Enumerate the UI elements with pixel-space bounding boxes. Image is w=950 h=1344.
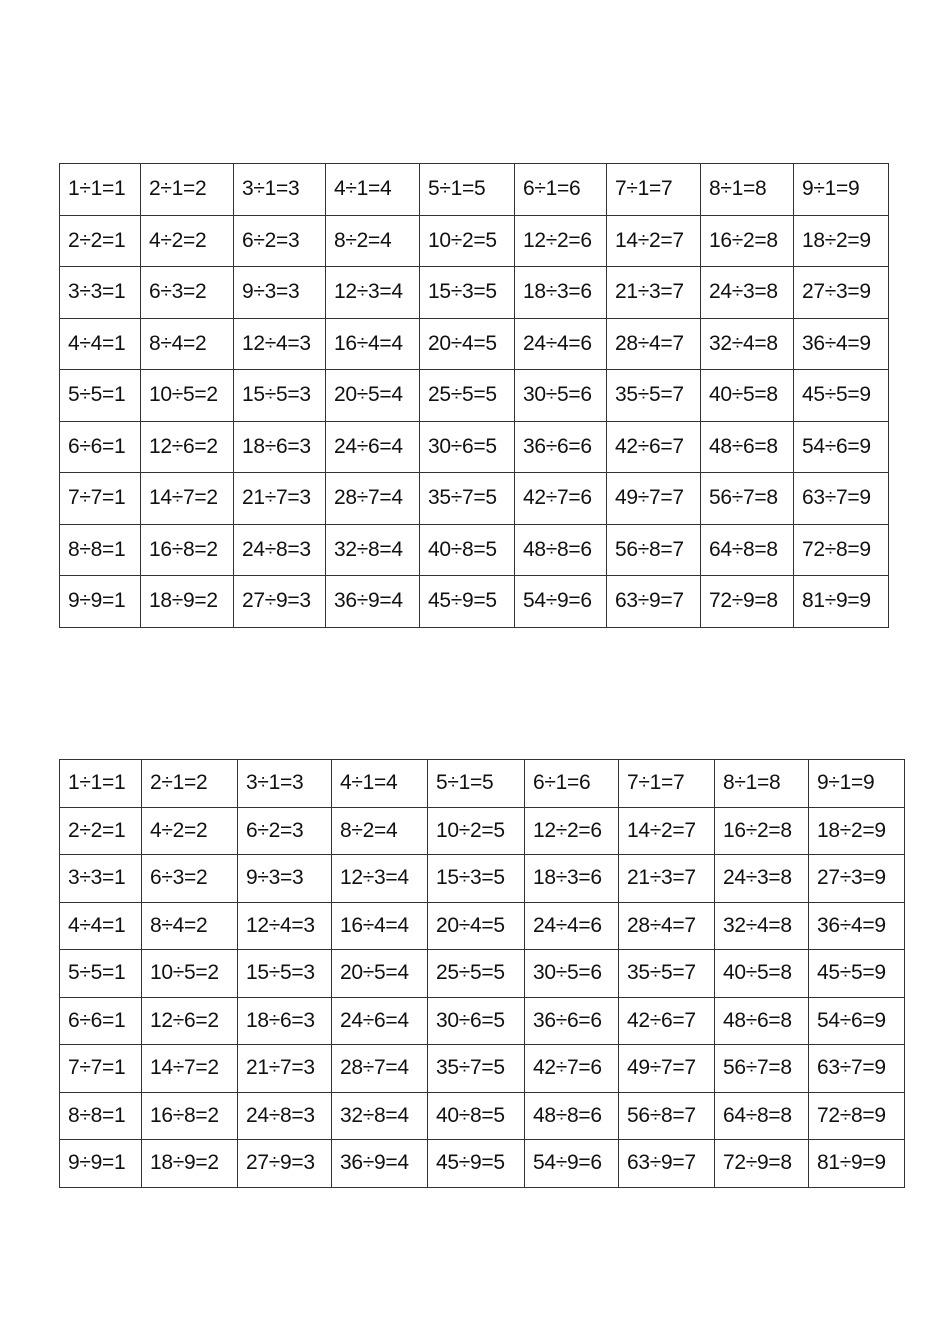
division-fact-cell: 15÷5=3 [234,370,326,422]
division-fact-cell: 64÷8=8 [715,1092,809,1140]
division-fact-cell: 56÷8=7 [619,1092,715,1140]
division-fact-cell: 12÷6=2 [142,997,238,1045]
division-fact-cell: 48÷6=8 [701,421,794,473]
division-fact-cell: 4÷1=4 [332,760,428,808]
division-fact-cell: 36÷9=4 [332,1140,428,1188]
table-row [60,473,889,525]
division-fact-cell: 12÷3=4 [326,267,420,319]
division-fact-cell: 4÷4=1 [60,902,142,950]
table-row [60,760,905,808]
division-fact-cell: 16÷8=2 [141,524,234,576]
division-fact-cell: 14÷2=7 [619,807,715,855]
division-fact-cell: 28÷7=4 [332,1045,428,1093]
division-fact-cell: 25÷5=5 [420,370,515,422]
division-fact-cell: 28÷4=7 [619,902,715,950]
division-fact-cell: 3÷1=3 [234,164,326,216]
division-fact-cell: 14÷2=7 [607,215,701,267]
division-fact-cell: 40÷5=8 [715,950,809,998]
division-fact-cell: 9÷9=1 [60,1140,142,1188]
division-fact-cell: 20÷5=4 [332,950,428,998]
division-fact-cell: 8÷4=2 [142,902,238,950]
division-fact-cell: 15÷3=5 [420,267,515,319]
table-row [60,576,889,628]
division-fact-cell: 3÷1=3 [238,760,332,808]
division-fact-cell: 49÷7=7 [607,473,701,525]
division-fact-cell: 2÷2=1 [60,215,141,267]
division-fact-cell: 12÷3=4 [332,855,428,903]
division-fact-cell: 9÷1=9 [794,164,889,216]
division-fact-cell: 40÷5=8 [701,370,794,422]
table-row [60,1092,905,1140]
division-fact-cell: 45÷5=9 [809,950,905,998]
division-fact-cell: 12÷4=3 [234,318,326,370]
division-fact-cell: 49÷7=7 [619,1045,715,1093]
division-fact-cell: 36÷9=4 [326,576,420,628]
division-fact-cell: 5÷5=1 [60,950,142,998]
division-fact-cell: 3÷3=1 [60,267,141,319]
division-fact-cell: 8÷2=4 [332,807,428,855]
division-fact-cell: 21÷7=3 [238,1045,332,1093]
division-fact-cell: 10÷2=5 [420,215,515,267]
division-fact-cell: 42÷7=6 [525,1045,619,1093]
division-fact-cell: 4÷1=4 [326,164,420,216]
division-fact-cell: 9÷3=3 [238,855,332,903]
division-fact-cell: 8÷1=8 [701,164,794,216]
division-fact-cell: 24÷3=8 [701,267,794,319]
division-fact-cell: 9÷3=3 [234,267,326,319]
division-fact-cell: 12÷2=6 [525,807,619,855]
division-fact-cell: 35÷7=5 [420,473,515,525]
division-fact-cell: 42÷6=7 [607,421,701,473]
division-fact-cell: 4÷2=2 [142,807,238,855]
division-fact-cell: 6÷3=2 [141,267,234,319]
division-fact-cell: 12÷4=3 [238,902,332,950]
division-fact-cell: 63÷7=9 [809,1045,905,1093]
table-row [60,855,905,903]
table-row [60,215,889,267]
division-fact-cell: 48÷8=6 [515,524,607,576]
division-fact-cell: 30÷6=5 [428,997,525,1045]
division-fact-cell: 21÷3=7 [619,855,715,903]
division-fact-cell: 18÷6=3 [234,421,326,473]
division-fact-cell: 5÷1=5 [428,760,525,808]
division-fact-cell: 18÷9=2 [142,1140,238,1188]
division-fact-cell: 36÷4=9 [809,902,905,950]
division-fact-cell: 45÷9=5 [428,1140,525,1188]
division-fact-cell: 6÷6=1 [60,421,141,473]
division-fact-cell: 72÷8=9 [794,524,889,576]
division-fact-cell: 24÷8=3 [234,524,326,576]
division-fact-cell: 6÷6=1 [60,997,142,1045]
division-fact-cell: 20÷5=4 [326,370,420,422]
division-fact-cell: 72÷9=8 [701,576,794,628]
division-fact-cell: 32÷8=4 [326,524,420,576]
division-fact-cell: 2÷1=2 [142,760,238,808]
division-fact-cell: 18÷9=2 [141,576,234,628]
division-fact-cell: 16÷2=8 [715,807,809,855]
division-fact-cell: 64÷8=8 [701,524,794,576]
division-fact-cell: 12÷2=6 [515,215,607,267]
division-fact-cell: 16÷8=2 [142,1092,238,1140]
division-fact-cell: 72÷8=9 [809,1092,905,1140]
division-fact-cell: 18÷2=9 [794,215,889,267]
division-fact-cell: 28÷4=7 [607,318,701,370]
division-fact-cell: 36÷6=6 [515,421,607,473]
division-fact-cell: 40÷8=5 [420,524,515,576]
division-fact-cell: 4÷2=2 [141,215,234,267]
table-row [60,902,905,950]
division-fact-cell: 24÷6=4 [326,421,420,473]
division-fact-cell: 18÷2=9 [809,807,905,855]
division-fact-cell: 56÷7=8 [701,473,794,525]
division-fact-cell: 56÷8=7 [607,524,701,576]
division-fact-cell: 25÷5=5 [428,950,525,998]
table-row [60,524,889,576]
division-fact-cell: 15÷5=3 [238,950,332,998]
division-fact-cell: 21÷7=3 [234,473,326,525]
division-fact-cell: 35÷7=5 [428,1045,525,1093]
division-fact-cell: 30÷6=5 [420,421,515,473]
division-fact-cell: 40÷8=5 [428,1092,525,1140]
division-fact-cell: 9÷9=1 [60,576,141,628]
division-fact-cell: 36÷4=9 [794,318,889,370]
division-fact-cell: 32÷8=4 [332,1092,428,1140]
division-fact-cell: 14÷7=2 [141,473,234,525]
division-fact-cell: 81÷9=9 [794,576,889,628]
division-fact-cell: 6÷3=2 [142,855,238,903]
division-fact-cell: 8÷2=4 [326,215,420,267]
division-fact-cell: 32÷4=8 [701,318,794,370]
division-fact-cell: 7÷1=7 [619,760,715,808]
division-fact-cell: 6÷1=6 [525,760,619,808]
division-fact-cell: 24÷8=3 [238,1092,332,1140]
division-fact-cell: 7÷1=7 [607,164,701,216]
division-fact-cell: 3÷3=1 [60,855,142,903]
table-row [60,164,889,216]
division-fact-cell: 1÷1=1 [60,760,142,808]
division-fact-cell: 35÷5=7 [607,370,701,422]
division-fact-cell: 10÷5=2 [141,370,234,422]
division-fact-cell: 18÷3=6 [525,855,619,903]
division-fact-cell: 54÷9=6 [525,1140,619,1188]
division-fact-cell: 27÷3=9 [809,855,905,903]
division-fact-cell: 54÷6=9 [794,421,889,473]
division-table-1 [59,163,889,628]
division-fact-cell: 30÷5=6 [525,950,619,998]
table-row [60,421,889,473]
division-fact-cell: 45÷5=9 [794,370,889,422]
division-fact-cell: 27÷9=3 [234,576,326,628]
division-fact-cell: 15÷3=5 [428,855,525,903]
division-fact-cell: 28÷7=4 [326,473,420,525]
division-fact-cell: 6÷1=6 [515,164,607,216]
division-fact-cell: 7÷7=1 [60,473,141,525]
division-fact-cell: 6÷2=3 [238,807,332,855]
division-fact-cell: 8÷4=2 [141,318,234,370]
division-fact-cell: 10÷2=5 [428,807,525,855]
division-fact-cell: 20÷4=5 [420,318,515,370]
table-row [60,267,889,319]
division-fact-cell: 63÷9=7 [607,576,701,628]
division-fact-cell: 2÷2=1 [60,807,142,855]
division-fact-cell: 7÷7=1 [60,1045,142,1093]
division-fact-cell: 16÷4=4 [326,318,420,370]
division-fact-cell: 12÷6=2 [141,421,234,473]
table-row [60,318,889,370]
division-fact-cell: 8÷8=1 [60,524,141,576]
division-fact-cell: 32÷4=8 [715,902,809,950]
division-fact-cell: 35÷5=7 [619,950,715,998]
division-fact-cell: 6÷2=3 [234,215,326,267]
division-fact-cell: 5÷1=5 [420,164,515,216]
division-fact-cell: 81÷9=9 [809,1140,905,1188]
division-fact-cell: 10÷5=2 [142,950,238,998]
division-fact-cell: 27÷9=3 [238,1140,332,1188]
division-fact-cell: 18÷6=3 [238,997,332,1045]
table-row [60,807,905,855]
division-fact-cell: 8÷8=1 [60,1092,142,1140]
division-fact-cell: 20÷4=5 [428,902,525,950]
division-fact-cell: 5÷5=1 [60,370,141,422]
division-fact-cell: 63÷7=9 [794,473,889,525]
division-fact-cell: 24÷4=6 [525,902,619,950]
table-row [60,1140,905,1188]
division-fact-cell: 18÷3=6 [515,267,607,319]
division-fact-cell: 16÷4=4 [332,902,428,950]
division-fact-cell: 27÷3=9 [794,267,889,319]
division-fact-cell: 42÷7=6 [515,473,607,525]
division-fact-cell: 8÷1=8 [715,760,809,808]
division-fact-cell: 21÷3=7 [607,267,701,319]
division-fact-cell: 36÷6=6 [525,997,619,1045]
division-fact-cell: 56÷7=8 [715,1045,809,1093]
division-fact-cell: 72÷9=8 [715,1140,809,1188]
division-fact-cell: 2÷1=2 [141,164,234,216]
division-fact-cell: 14÷7=2 [142,1045,238,1093]
table-row [60,950,905,998]
division-fact-cell: 16÷2=8 [701,215,794,267]
division-fact-cell: 48÷6=8 [715,997,809,1045]
division-fact-cell: 42÷6=7 [619,997,715,1045]
division-fact-cell: 1÷1=1 [60,164,141,216]
division-fact-cell: 4÷4=1 [60,318,141,370]
table-row [60,997,905,1045]
table-row [60,370,889,422]
division-fact-cell: 9÷1=9 [809,760,905,808]
division-fact-cell: 24÷4=6 [515,318,607,370]
division-fact-cell: 48÷8=6 [525,1092,619,1140]
division-fact-cell: 30÷5=6 [515,370,607,422]
division-fact-cell: 24÷6=4 [332,997,428,1045]
division-fact-cell: 24÷3=8 [715,855,809,903]
division-fact-cell: 45÷9=5 [420,576,515,628]
division-table-2 [59,759,905,1188]
table-row [60,1045,905,1093]
division-fact-cell: 63÷9=7 [619,1140,715,1188]
division-fact-cell: 54÷6=9 [809,997,905,1045]
division-fact-cell: 54÷9=6 [515,576,607,628]
